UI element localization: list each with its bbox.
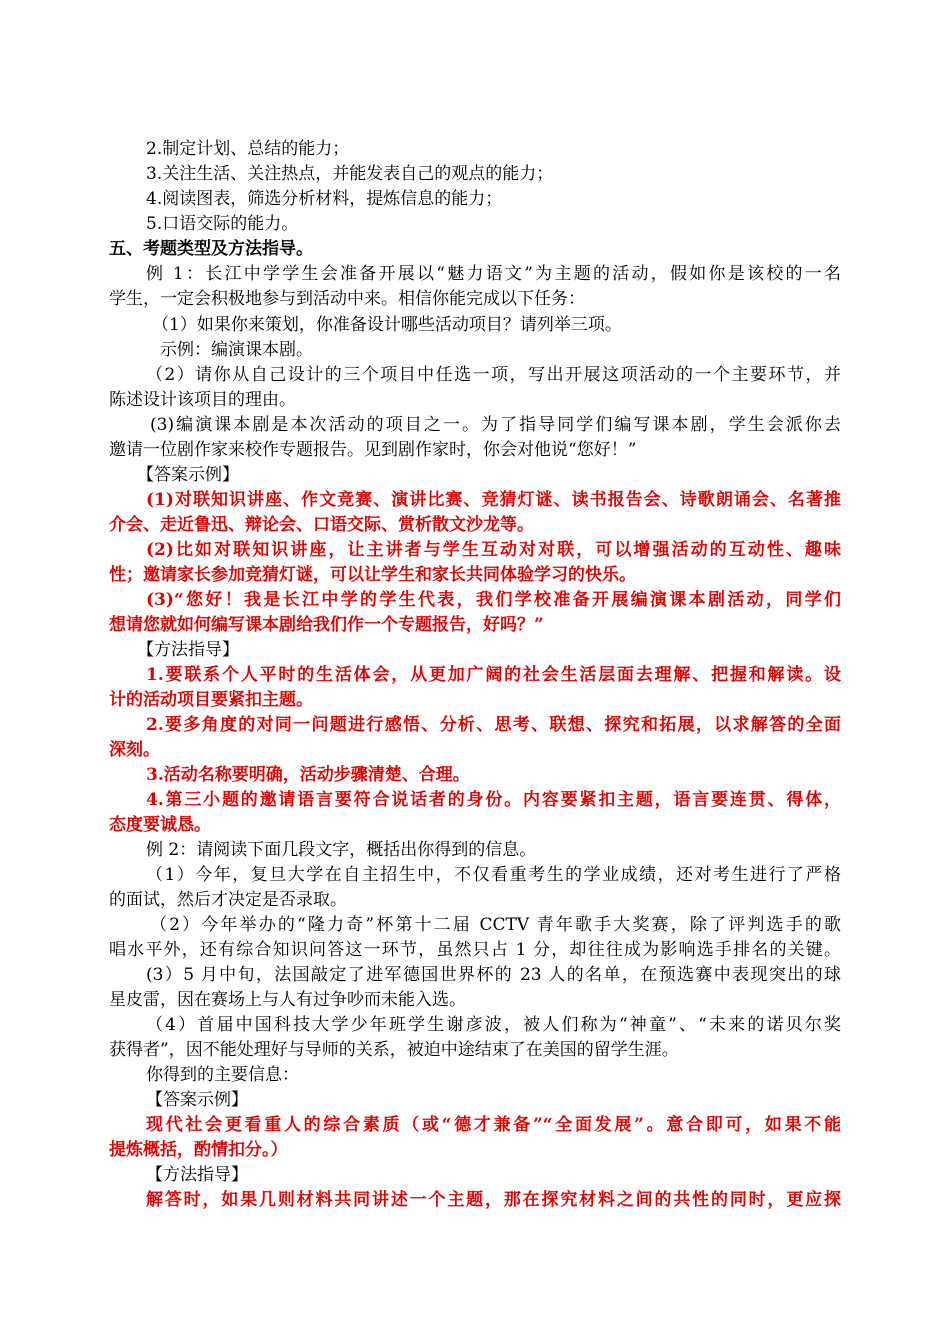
example1-method-3: 3.活动名称要明确，活动步骤清楚、合理。 [146,765,470,785]
example1-question-1-example: 示例：编演课本剧。 [160,340,313,360]
example1-answer-3-line2: 想请您就如何编写课本剧给我们作一个专题报告，好吗？” [109,615,544,635]
example1-question-3-line1: (3)编演课本剧是本次活动的项目之一。为了指导同学们编写课本剧，学生会派你去 [150,415,841,435]
example1-answer-1-line2: 介会、走近鲁迅、辩论会、口语交际、赏析散文沙龙等。 [109,515,534,535]
example1-method-2-line1: 2.要多角度的对同一问题进行感悟、分析、思考、联想、探究和拓展，以求解答的全面 [146,715,841,735]
ability-item-5: 5.口语交际的能力。 [146,214,299,234]
example2-answer-line2: 提炼概括，酌情扣分。） [109,1140,288,1160]
example2-passage-1-line2: 的面试，然后才决定是否录取。 [109,890,347,910]
example2-intro: 例 2：请阅读下面几段文字，概括出你得到的信息。 [146,840,537,860]
section-heading: 五、考题类型及方法指导。 [109,239,313,259]
example2-passage-3-line1: (3）5 月中旬，法国敲定了进军德国世界杯的 23 人的名单，在预选赛中表现突出的球 [146,965,841,985]
ability-item-4: 4.阅读图表，筛选分析材料，提炼信息的能力； [146,189,503,209]
example1-intro-line1: 例 1：长江中学学生会准备开展以“魅力语文”为主题的活动，假如你是该校的一名 [146,264,841,284]
example1-answer-2-line1: (2)比如对联知识讲座，让主讲者与学生互动对对联，可以增强活动的互动性、趣味 [146,540,841,560]
example2-answer-line1: 现代社会更看重人的综合素质（或“德才兼备”“全面发展”。意合即可，如果不能 [146,1115,841,1135]
example2-passage-4-line2: 获得者”，因不能处理好与导师的关系，被迫中途结束了在美国的留学生涯。 [109,1040,679,1060]
example1-question-3-line2: 邀请一位剧作家来校作专题报告。见到剧作家时，你会对他说“您好！” [109,440,637,460]
example1-method-4-line1: 4.第三小题的邀请语言要符合说话者的身份。内容要紧扣主题，语言要连贯、得体， [146,790,841,810]
example2-prompt: 你得到的主要信息： [146,1065,299,1085]
ability-item-3: 3.关注生活、关注热点，并能发表自己的观点的能力； [146,164,554,184]
example1-question-2-line1: （2）请你从自己设计的三个项目中任选一项，写出开展这项活动的一个主要环节，并 [146,365,841,385]
example1-method-label: 【方法指导】 [137,640,239,660]
example1-answer-2-line2: 性；邀请家长参加竞猜灯谜，可以让学生和家长共同体验学习的快乐。 [109,565,636,585]
ability-item-2: 2.制定计划、总结的能力； [146,139,350,159]
example2-passage-2-line2: 唱水平外，还有综合知识问答这一环节，虽然只占 1 分，却往往成为影响选手排名的关键。 [109,940,841,960]
example1-method-2-line2: 深刻。 [109,740,160,760]
example2-method-label: 【方法指导】 [146,1165,248,1185]
example2-method-line1: 解答时，如果几则材料共同讲述一个主题，那在探究材料之间的共性的同时，更应探 [146,1190,841,1210]
example1-answer-1-line1: (1)对联知识讲座、作文竞赛、演讲比赛、竞猜灯谜、读书报告会、诗歌朗诵会、名著推 [146,490,841,510]
example1-answer-3-line1: (3)“您好！我是长江中学的学生代表，我们学校准备开展编演课本剧活动，同学们 [146,590,841,610]
example2-passage-3-line2: 星皮雷，因在赛场上与人有过争吵而未能入选。 [109,990,466,1010]
example2-passage-2-line1: （2）今年举办的“隆力奇”杯第十二届 CCTV 青年歌手大奖赛，除了评判选手的歌 [150,915,841,935]
example1-question-1: （1）如果你来策划，你准备设计哪些活动项目？请列举三项。 [152,315,622,335]
example1-method-4-line2: 态度要诚恳。 [109,815,211,835]
example2-answer-label: 【答案示例】 [146,1090,248,1110]
example2-passage-1-line1: （1）今年，复旦大学在自主招生中，不仅看重考生的学业成绩，还对考生进行了严格 [146,865,841,885]
example1-question-2-line2: 陈述设计该项目的理由。 [109,390,296,410]
example2-passage-4-line1: （4）首届中国科技大学少年班学生谢彦波，被人们称为“神童”、“未来的诺贝尔奖 [146,1015,841,1035]
example1-method-1-line2: 计的活动项目要紧扣主题。 [109,690,313,710]
example1-intro-line2: 学生，一定会积极地参与到活动中来。相信你能完成以下任务： [109,289,585,309]
example1-answer-label: 【答案示例】 [137,465,239,485]
example1-method-1-line1: 1.要联系个人平时的生活体会，从更加广阔的社会生活层面去理解、把握和解读。设 [146,665,841,685]
